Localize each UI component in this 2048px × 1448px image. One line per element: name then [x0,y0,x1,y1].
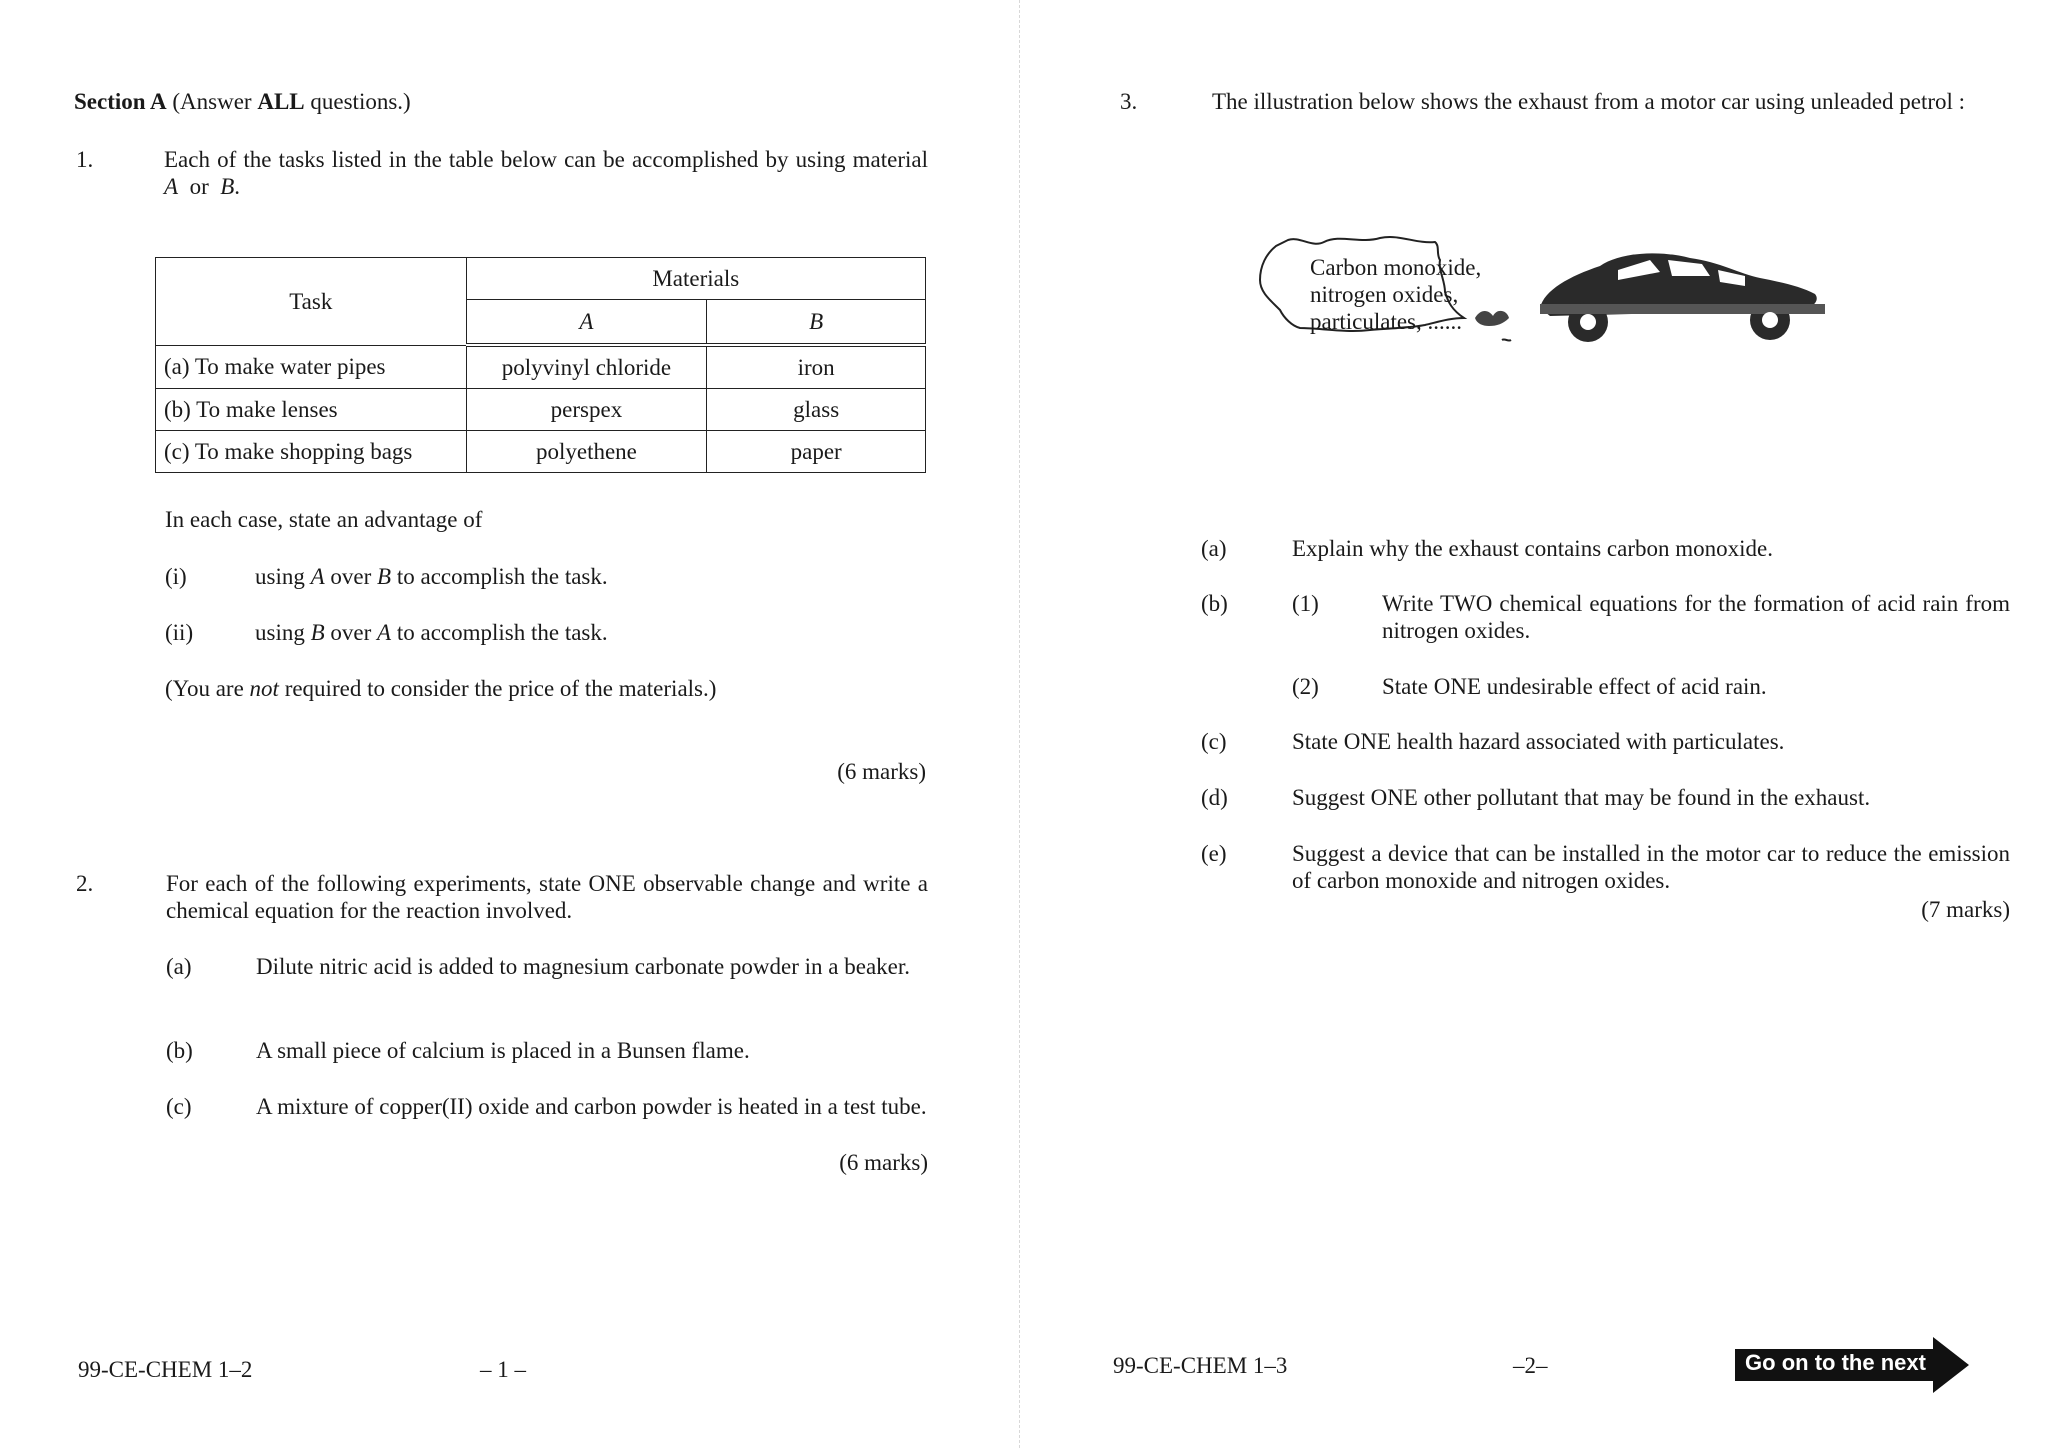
q3-subpart-label: (2) [1292,674,1319,699]
q3-stem: The illustration below shows the exhaust from a motor car using unleaded petrol : [1212,89,1966,114]
q2-part-label: (b) [166,1038,193,1063]
q1-note: (You are not required to consider the price of the materials.) [165,676,717,701]
q3-part-label: (c) [1201,729,1227,754]
table-row [156,389,926,431]
q3-part-label: (d) [1201,785,1228,810]
task-cell: (b) To make lenses [156,389,467,431]
q1-number: 1. [76,147,94,172]
material-b-cell: iron [707,345,926,389]
header-material-a: A [466,300,707,346]
left-page [0,0,1020,1448]
q1-part-text: using A over B to accomplish the task. [255,564,608,589]
q3-part-label: (b) [1201,591,1228,616]
q1-marks: (6 marks) [837,759,926,784]
material-a-cell: polyethene [466,431,707,473]
q1-stem: Each of the tasks listed in the table below can be accomplished by using material A or B. [164,147,928,199]
bubble-line: Carbon monoxide, [1310,255,1482,280]
task-cell: (a) To make water pipes [156,345,467,389]
table-row [156,345,926,389]
q2-number: 2. [76,871,94,896]
next-page-label: Go on to the next page [1745,1350,1926,1403]
table-row [156,431,926,473]
material-b-cell: glass [707,389,926,431]
q1-part-text: using B over A to accomplish the task. [255,620,608,645]
q2-marks: (6 marks) [839,1150,928,1175]
q3-part-text: Suggest ONE other pollutant that may be found in the exhaust. [1292,785,1871,810]
q1-instruction: In each case, state an advantage of [165,507,483,532]
header-materials: Materials [466,258,925,300]
q2-part-label: (c) [166,1094,192,1119]
footer-page-number: – 1 – [480,1357,526,1382]
q3-part-text: State ONE health hazard associated with particulates. [1292,729,1785,754]
q1-part-label: (ii) [165,620,194,645]
section-heading: Section A (Answer ALL questions.) [74,89,411,114]
next-page-button[interactable] [1733,1337,1969,1403]
q3-subpart-text: State ONE undesirable effect of acid rain. [1382,674,1767,699]
header-material-b: B [707,300,926,346]
q2-part-label: (a) [166,954,192,979]
q1-part-label: (i) [165,564,187,589]
q3-subpart-text: Write TWO chemical equations for the formation of acid rain from nitrogen oxides. [1382,591,2010,643]
task-cell: (c) To make shopping bags [156,431,467,473]
footer-paper-code: 99-CE-CHEM 1–2 [78,1357,253,1382]
car-exhaust-illustration [1240,230,1860,370]
material-a-cell: perspex [466,389,707,431]
footer-page-number: –2– [1513,1353,1548,1378]
table-header-row [156,258,926,300]
q3-part-label: (a) [1201,536,1227,561]
q3-subpart-label: (1) [1292,591,1319,616]
material-a-cell: polyvinyl chloride [466,345,707,389]
exhaust-bubble-text [1310,254,1481,335]
q3-number: 3. [1120,89,1138,114]
q2-part-text: A mixture of copper(II) oxide and carbon powder is heated in a test tube. [256,1094,927,1119]
right-page [1024,0,2048,1448]
q2-stem: For each of the following experiments, state ONE observable change and write a chemical equation for the reaction involved. [166,871,928,923]
q3-part-label: (e) [1201,841,1227,866]
materials-table [155,257,926,473]
footer-paper-code: 99-CE-CHEM 1–3 [1113,1353,1288,1378]
q3-marks: (7 marks) [1921,897,2010,922]
q2-part-text: A small piece of calcium is placed in a Bunsen flame. [256,1038,750,1063]
bubble-line: nitrogen oxides, [1310,282,1459,307]
q3-part-text: Explain why the exhaust contains carbon monoxide. [1292,536,1773,561]
header-task: Task [156,258,467,346]
bubble-line: particulates, ...... [1310,309,1463,334]
q2-part-text: Dilute nitric acid is added to magnesium carbonate powder in a beaker. [256,954,910,979]
material-b-cell: paper [707,431,926,473]
q3-part-text: Suggest a device that can be installed in the motor car to reduce the emission of carbon monoxide and nitrogen oxides. [1292,841,2010,893]
